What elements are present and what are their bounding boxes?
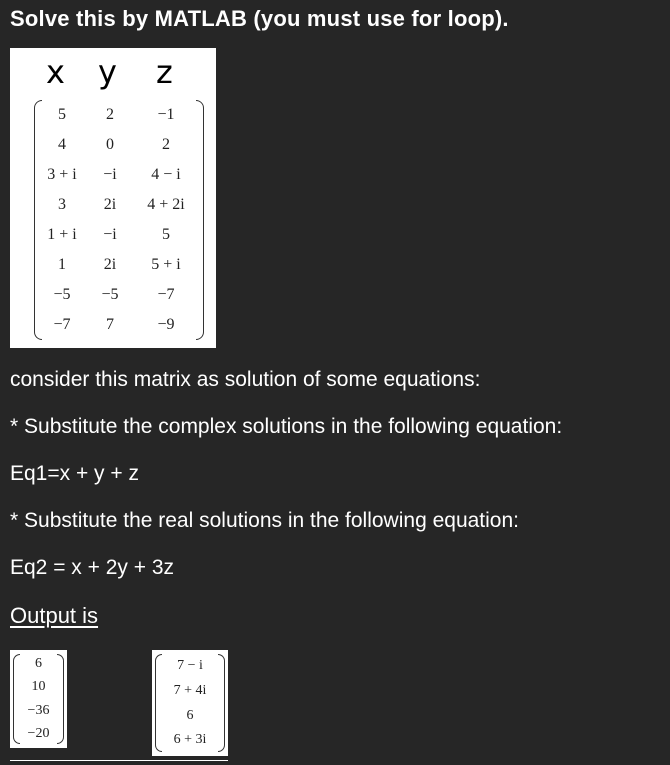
matrix-row (34, 220, 204, 250)
matrix-cell: −7 (53, 316, 71, 333)
matrix-cell: 3 (58, 196, 66, 213)
vector-value: −20 (27, 726, 50, 741)
vector-value: 6 (186, 708, 194, 723)
vector-value: −36 (27, 703, 50, 718)
matrix-cell: 4 − i (151, 166, 181, 183)
equation-1: Eq1=x + y + z (10, 462, 139, 485)
matrix-row (34, 280, 204, 310)
matrix-cell: −7 (157, 286, 175, 303)
real-output-image (10, 650, 67, 748)
vector-value: 10 (31, 679, 46, 694)
matrix-cell: −1 (157, 106, 175, 123)
bottom-divider (10, 760, 228, 761)
column-header-y: y (98, 53, 117, 91)
matrix-cell: −5 (53, 286, 71, 303)
matrix-cell: 2i (103, 256, 117, 273)
solution-matrix (34, 100, 204, 340)
matrix-cell: 7 (106, 316, 114, 333)
complex-instruction: * Substitute the complex solutions in the following equation: (10, 415, 563, 438)
matrix-cell: 4 (58, 136, 66, 153)
matrix-row (34, 190, 204, 220)
matrix-cell: 1 (58, 256, 66, 273)
matrix-cell: 2 (162, 136, 170, 153)
real-output-vector (13, 654, 64, 744)
real-instruction: * Substitute the real solutions in the following equation: (10, 509, 519, 532)
consider-text: consider this matrix as solution of some equations: (10, 368, 481, 391)
equation-2: Eq2 = x + 2y + 3z (10, 556, 175, 579)
matrix-cell: 0 (106, 136, 114, 153)
vector-value: 6 (35, 656, 42, 671)
solution-matrix-image (10, 48, 216, 348)
matrix-cell: −i (103, 166, 117, 183)
question-heading: Solve this by MATLAB (you must use for loop). (10, 6, 509, 31)
complex-output-image (152, 650, 228, 756)
matrix-row (34, 130, 204, 160)
matrix-cell: −i (103, 226, 117, 243)
vector-value: 6 + 3i (173, 732, 207, 747)
matrix-cell: 2 (106, 106, 114, 123)
matrix-cell: −9 (157, 316, 175, 333)
column-header-x: x (46, 53, 65, 91)
vector-value: 7 − i (177, 658, 203, 673)
matrix-cell: 5 (162, 226, 170, 243)
complex-output-vector (155, 654, 225, 752)
column-header-z: z (156, 53, 173, 91)
matrix-cell: 5 + i (151, 256, 181, 273)
matrix-row (34, 160, 204, 190)
vector-value: 7 + 4i (173, 683, 207, 698)
matrix-cell: 2i (103, 196, 117, 213)
matrix-row (34, 100, 204, 130)
matrix-cell: 3 + i (47, 166, 77, 183)
matrix-cell: 1 + i (47, 226, 77, 243)
matrix-row (34, 310, 204, 340)
output-label: Output is (10, 603, 99, 628)
matrix-cell: 5 (58, 106, 66, 123)
matrix-cell: −5 (101, 286, 119, 303)
matrix-cell: 4 + 2i (147, 196, 185, 213)
matrix-row (34, 250, 204, 280)
